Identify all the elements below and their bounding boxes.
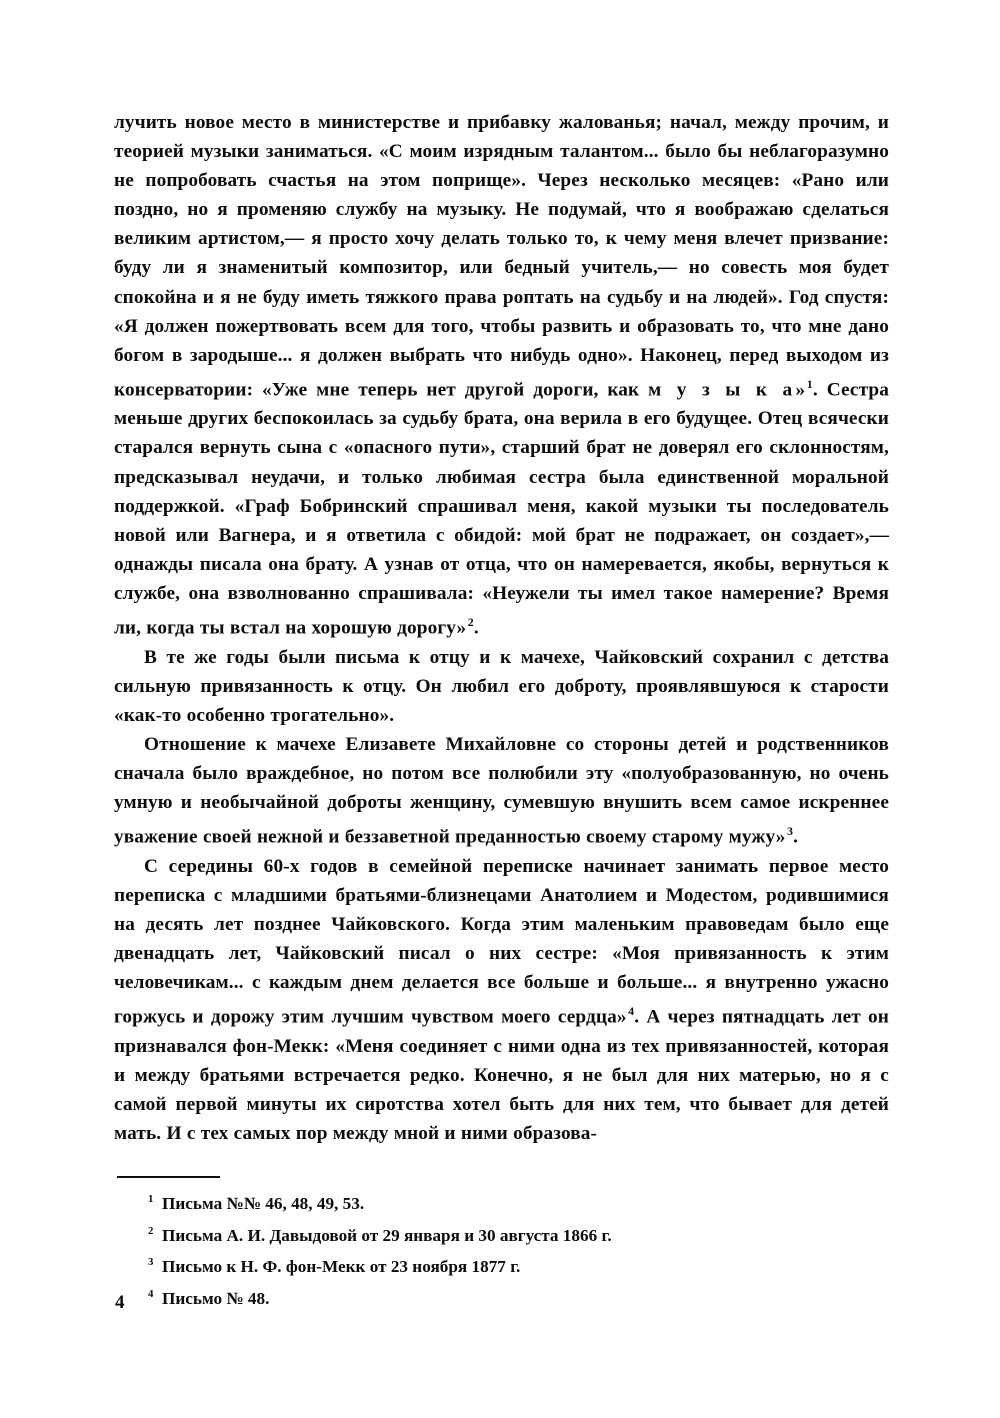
footnote-marker: 4 — [148, 1287, 154, 1300]
emphasised-text: м у з ы к а — [648, 379, 796, 401]
text-run: лучить новое место в министерстве и прибавку жалованья; начал, между прочим, и теорией музыки заниматься. «С моим изрядным талантом... было бы неблагоразумно не попробовать счастья на этом поприще». Через несколько месяцев: «Рано или поздно, но я променяю службу на музыку. Не подумай, что я воображаю сделаться великим артистом,— я просто хочу делать только то, к чему меня влечет призвание: буду ли я знаменитый композитор, или бедный учитель,— но совесть моя будет спокойна и я не буду иметь тяжкого права роптать на судьбу и на людей». Год спустя: «Я должен пожертвовать всем для того, чтобы развить и образовать то, что мне дано богом в зародыше... я должен выбрать что нибудь одно». Наконец, перед выходом из консерватории: «Уже мне теперь нет другой дороги, как — [114, 112, 889, 401]
footnote-reference: 2 — [467, 615, 474, 629]
footnote-text: Письма №№ 46, 48, 49, 53. — [162, 1194, 365, 1214]
text-run: . — [473, 617, 479, 639]
footnote-item — [148, 1281, 888, 1313]
paragraph-1 — [114, 108, 889, 643]
page-number: 4 — [115, 1292, 125, 1313]
paragraph-4 — [114, 852, 889, 1148]
text-run: В те же годы были письма к отцу и к мачехе, Чайковский сохранил с детства сильную привязанность к отцу. Он любил его доброту, проявлявшуюся к старости «как-то особенно трогательно». — [114, 646, 889, 726]
footnote-text: Письмо к Н. Ф. фон-Мекк от 23 ноября 1877 г. — [162, 1257, 521, 1277]
text-run: С середины 60-х годов в семейной переписке начинает занимать первое место переписка с младшими братьями-близнецами Анатолием и Модестом, родившимися на десять лет позднее Чайковского. Когда этим маленьким правоведам было еще двенадцать лет, Чайковский писал о них сестре: «Моя привязанность к этим человечикам... с каждым днем делается все больше и больше... я внутренно ужасно горжусь и дорожу этим лучшим чувством моего сердца» — [114, 855, 889, 1028]
footnote-marker: 2 — [148, 1224, 154, 1237]
footnotes-block — [148, 1186, 888, 1312]
footnote-marker: 1 — [148, 1193, 154, 1205]
footnote-reference: 3 — [786, 824, 794, 839]
footnote-item — [148, 1218, 888, 1250]
footnote-reference: 1 — [806, 376, 813, 391]
footnote-separator-rule — [117, 1176, 220, 1178]
footnote-marker: 3 — [148, 1256, 154, 1269]
text-run: . Сестра меньше других беспокоилась за судьбу брата, она верила в его будущее. Отец всячески старался вернуть сына с «опасного пути», старший брат не доверял его склонностям, предсказывал неудачи, и только любимая сестра была единственной моральной поддержкой. «Граф Бобринский спрашивал меня, какой музыки ты последователь новой или Вагнера, и я ответила с обидой: мой брат не подражает, он создает»,— однажды писала она брату. А узнав от отца, что он намеревается, якобы, вернуться к службе, она взволнованно спрашивала: «Неужели ты имел такое намерение? Время ли, когда ты встал на хорошую дорогу» — [114, 379, 890, 639]
text-run: . — [793, 826, 799, 848]
footnote-reference: 4 — [628, 1004, 635, 1019]
footnote-item — [148, 1186, 888, 1218]
text-run: . А через пятнадцать лет он признавался фон-Мекк: «Меня соединяет с ними одна из тех привязанностей, которая и между братьями встречается редко. Конечно, я не был для них матерью, но я с самой первой минуты их сиротства хотел быть для них тем, что бывает для детей мать. И с тех самых пор между мной и ними образова- — [114, 1006, 889, 1144]
text-run: » — [795, 379, 806, 401]
footnote-item — [148, 1249, 888, 1281]
paragraph-2 — [114, 643, 889, 730]
paragraph-3 — [114, 730, 889, 852]
footnote-text: Письма А. И. Давыдовой от 29 января и 30 августа 1866 г. — [162, 1225, 612, 1245]
text-run: Отношение к мачехе Елизавете Михайловне со стороны детей и родственников сначала было враждебное, но потом все полюбили эту «полуобразованную, но очень умную и необычайной доброты женщину, сумевшую внушить всем самое искреннее уважение своей нежной и беззаветной преданностью своему старому мужу» — [114, 733, 889, 848]
footnote-text: Письмо № 48. — [162, 1288, 270, 1308]
body-text-block — [114, 108, 889, 1148]
